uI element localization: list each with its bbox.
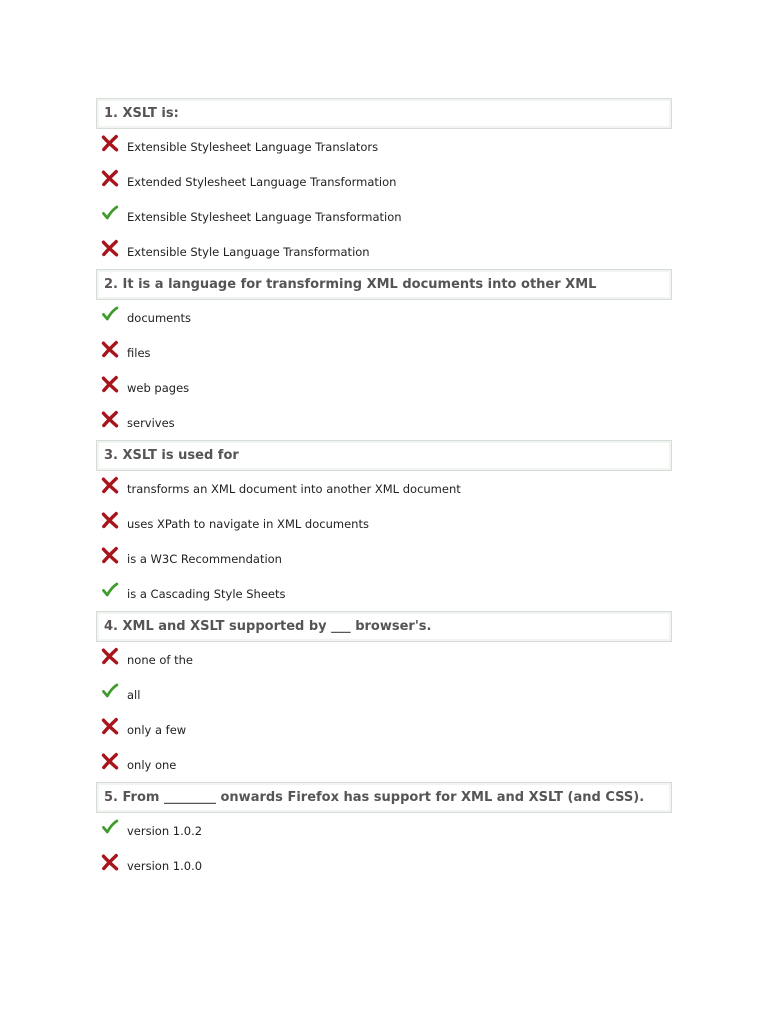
answer-text: version 1.0.0: [127, 858, 203, 873]
answer-text: uses XPath to navigate in XML documents: [127, 516, 369, 531]
answer-text: Extensible Stylesheet Language Translators: [127, 139, 379, 154]
answer-option: [96, 813, 672, 848]
cross-icon: [101, 169, 119, 187]
answer-option: [96, 199, 672, 234]
cross-icon: [101, 752, 119, 770]
answer-text: files: [127, 345, 151, 360]
answer-text: Extended Stylesheet Language Transformation: [127, 174, 397, 189]
answer-text: all: [127, 687, 141, 702]
cross-icon: [101, 853, 119, 871]
answer-option: [96, 471, 672, 506]
check-icon: [101, 581, 119, 599]
question-title-text: 2. It is a language for transforming XML documents into other XML: [104, 277, 597, 292]
cross-icon: [101, 717, 119, 735]
answer-text: Extensible Stylesheet Language Transformation: [127, 209, 402, 224]
cross-icon: [101, 340, 119, 358]
answer-text: is a Cascading Style Sheets: [127, 586, 286, 601]
answer-text: Extensible Style Language Transformation: [127, 244, 370, 259]
check-icon: [101, 204, 119, 222]
question-title: [96, 440, 672, 471]
check-icon: [101, 682, 119, 700]
question-block: [96, 98, 672, 269]
answer-option: [96, 129, 672, 164]
answer-option: [96, 712, 672, 747]
answer-text: only one: [127, 757, 177, 772]
answer-text: transforms an XML document into another XML document: [127, 481, 461, 496]
answer-option: [96, 506, 672, 541]
question-block: [96, 782, 672, 883]
answer-text: only a few: [127, 722, 187, 737]
answer-option: [96, 747, 672, 782]
cross-icon: [101, 134, 119, 152]
answer-option: [96, 164, 672, 199]
answer-option: [96, 300, 672, 335]
question-block: [96, 440, 672, 611]
answer-option: [96, 370, 672, 405]
answer-option: [96, 541, 672, 576]
check-icon: [101, 818, 119, 836]
cross-icon: [101, 239, 119, 257]
answer-text: is a W3C Recommendation: [127, 551, 282, 566]
answer-option: [96, 642, 672, 677]
question-title: [96, 98, 672, 129]
question-title-text: 4. XML and XSLT supported by ___ browser's.: [104, 619, 432, 634]
question-title: [96, 611, 672, 642]
answer-text: none of the: [127, 652, 193, 667]
answer-option: [96, 677, 672, 712]
answer-option: [96, 848, 672, 883]
question-block: [96, 611, 672, 782]
answer-text: servives: [127, 415, 175, 430]
cross-icon: [101, 647, 119, 665]
question-title-text: 3. XSLT is used for: [104, 448, 239, 463]
answer-option: [96, 335, 672, 370]
question-title: [96, 782, 672, 813]
answer-option: [96, 576, 672, 611]
answer-option: [96, 234, 672, 269]
cross-icon: [101, 375, 119, 393]
answer-text: documents: [127, 310, 192, 325]
question-title-text: 5. From ________ onwards Firefox has support for XML and XSLT (and CSS).: [104, 790, 645, 805]
answer-text: version 1.0.2: [127, 823, 203, 838]
question-block: [96, 269, 672, 440]
cross-icon: [101, 546, 119, 564]
answer-option: [96, 405, 672, 440]
check-icon: [101, 305, 119, 323]
quiz-results: [96, 98, 672, 883]
cross-icon: [101, 476, 119, 494]
answer-text: web pages: [127, 380, 190, 395]
cross-icon: [101, 511, 119, 529]
question-title-text: 1. XSLT is:: [104, 106, 179, 121]
question-title: [96, 269, 672, 300]
cross-icon: [101, 410, 119, 428]
